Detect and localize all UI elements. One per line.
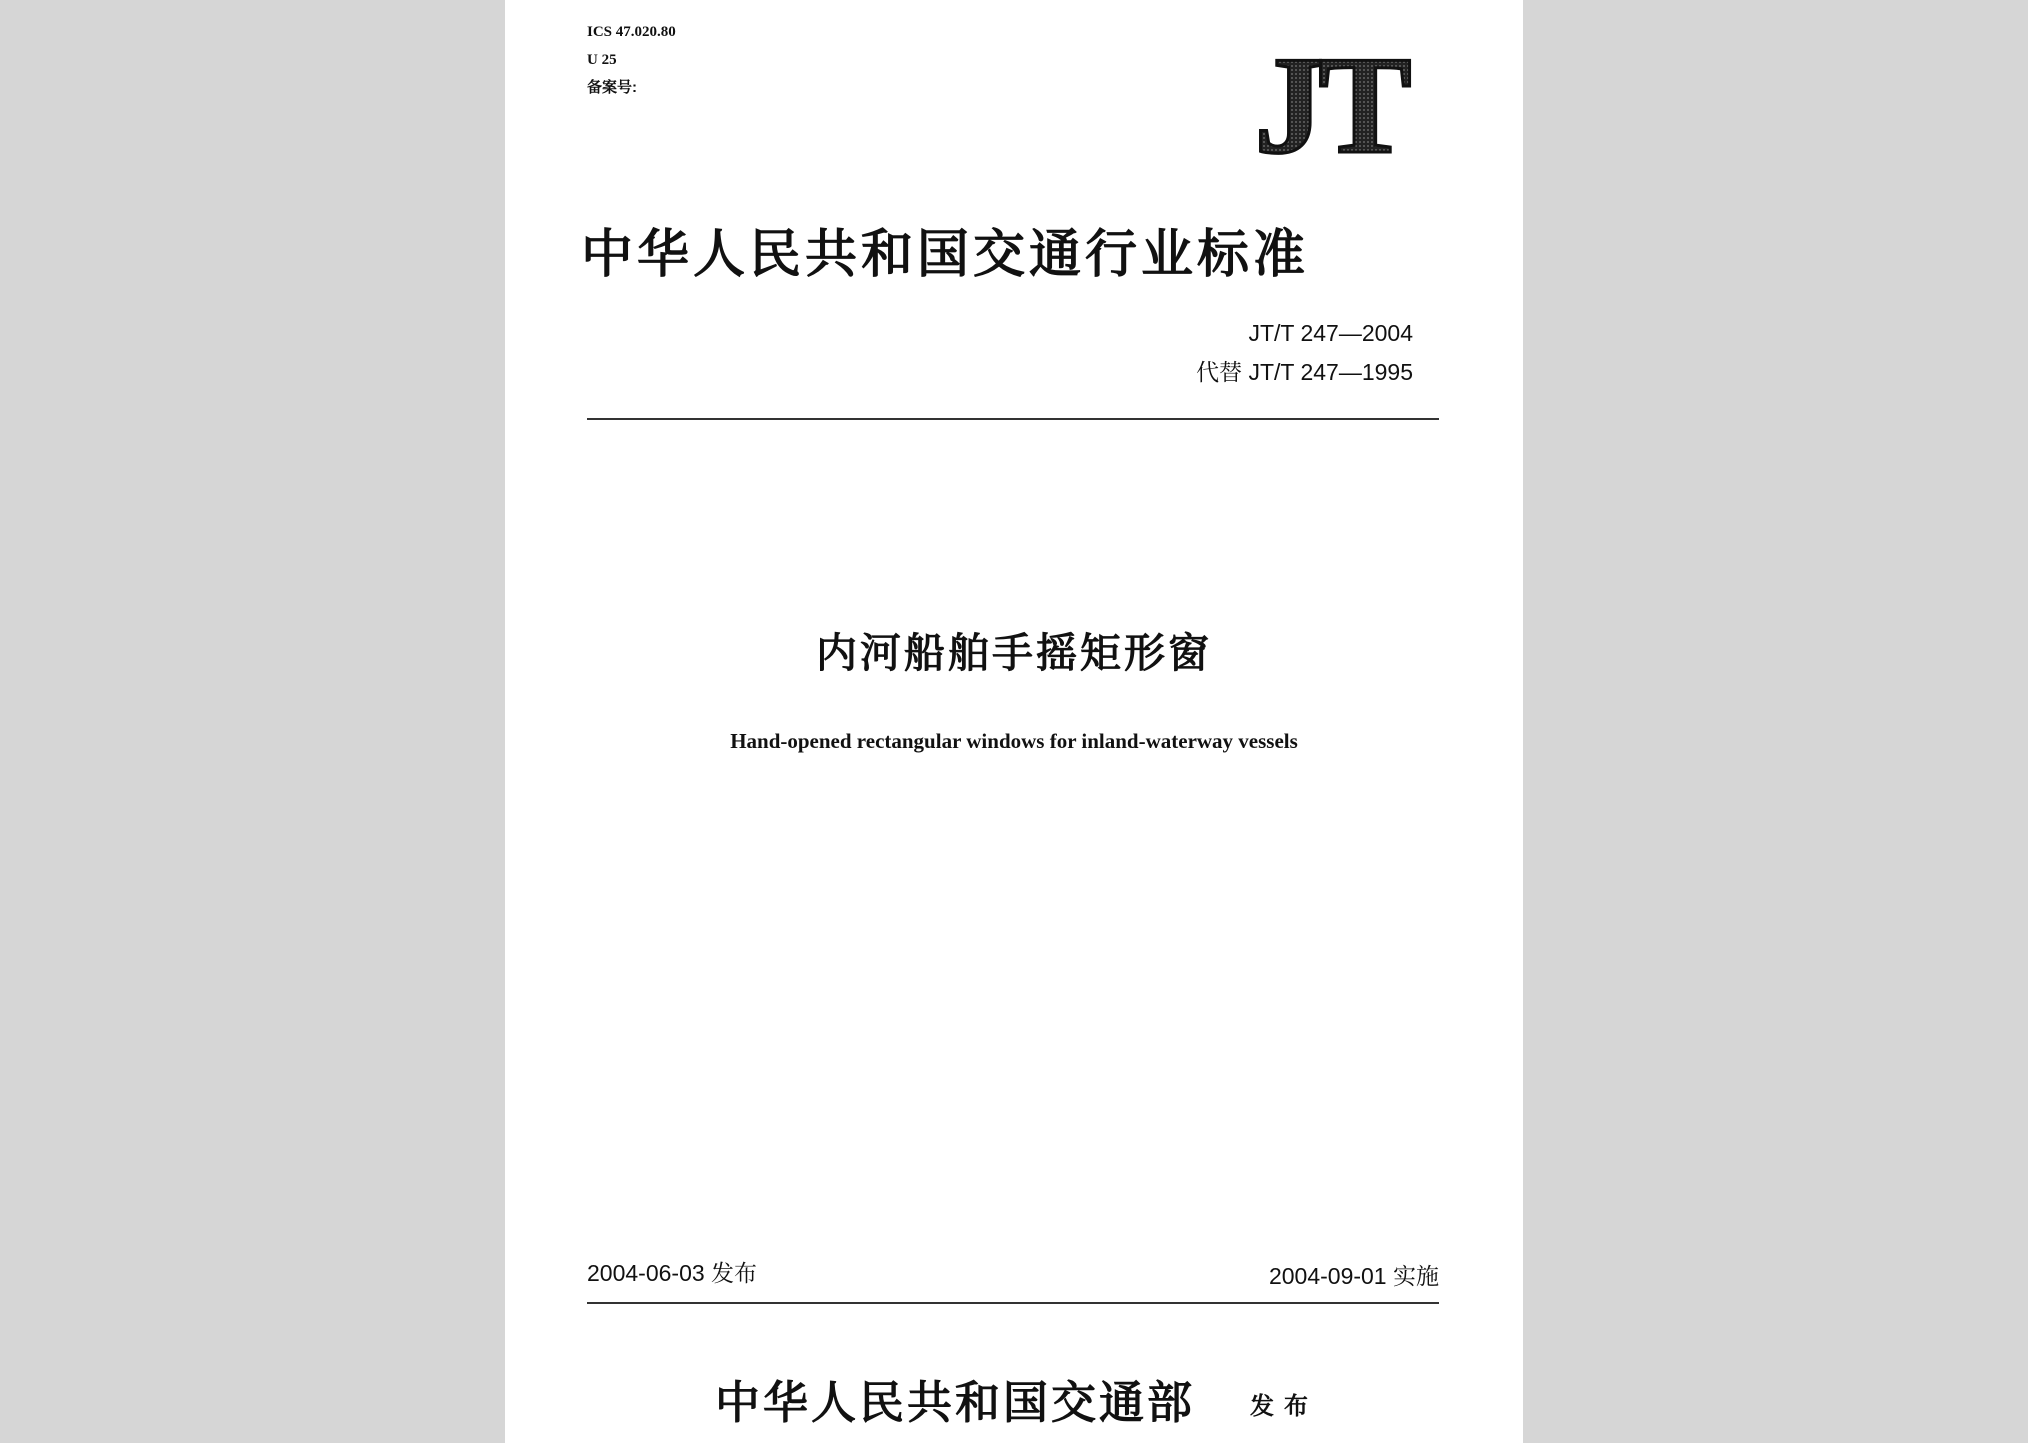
ics-code: ICS 47.020.80 — [587, 24, 676, 40]
document-title-en: Hand-opened rectangular windows for inland-waterway vessels — [730, 729, 1298, 753]
document-page — [505, 0, 1523, 1443]
jt-logo — [1226, 52, 1434, 162]
implementation-date: 2004-09-01 实施 — [1268, 1263, 1439, 1289]
publisher-name: 中华人民共和国交通部 — [715, 1378, 1196, 1428]
issue-date: 2004-06-03 发布 — [587, 1260, 758, 1286]
footer-divider — [587, 1302, 1439, 1304]
svg-text:JT: JT — [1254, 52, 1406, 162]
document-title-cn: 内河船舶手摇矩形窗 — [816, 630, 1212, 676]
replaces-standard: 代替 JT/T 247—1995 — [1196, 359, 1413, 385]
ccs-code: U 25 — [587, 52, 617, 68]
publish-label: 发布 — [1250, 1393, 1318, 1420]
standard-number: JT/T 247—2004 — [1248, 320, 1413, 346]
filing-number-label: 备案号: — [587, 79, 637, 96]
org-title: 中华人民共和国交通行业标准 — [581, 227, 1310, 284]
header-divider — [587, 418, 1439, 420]
